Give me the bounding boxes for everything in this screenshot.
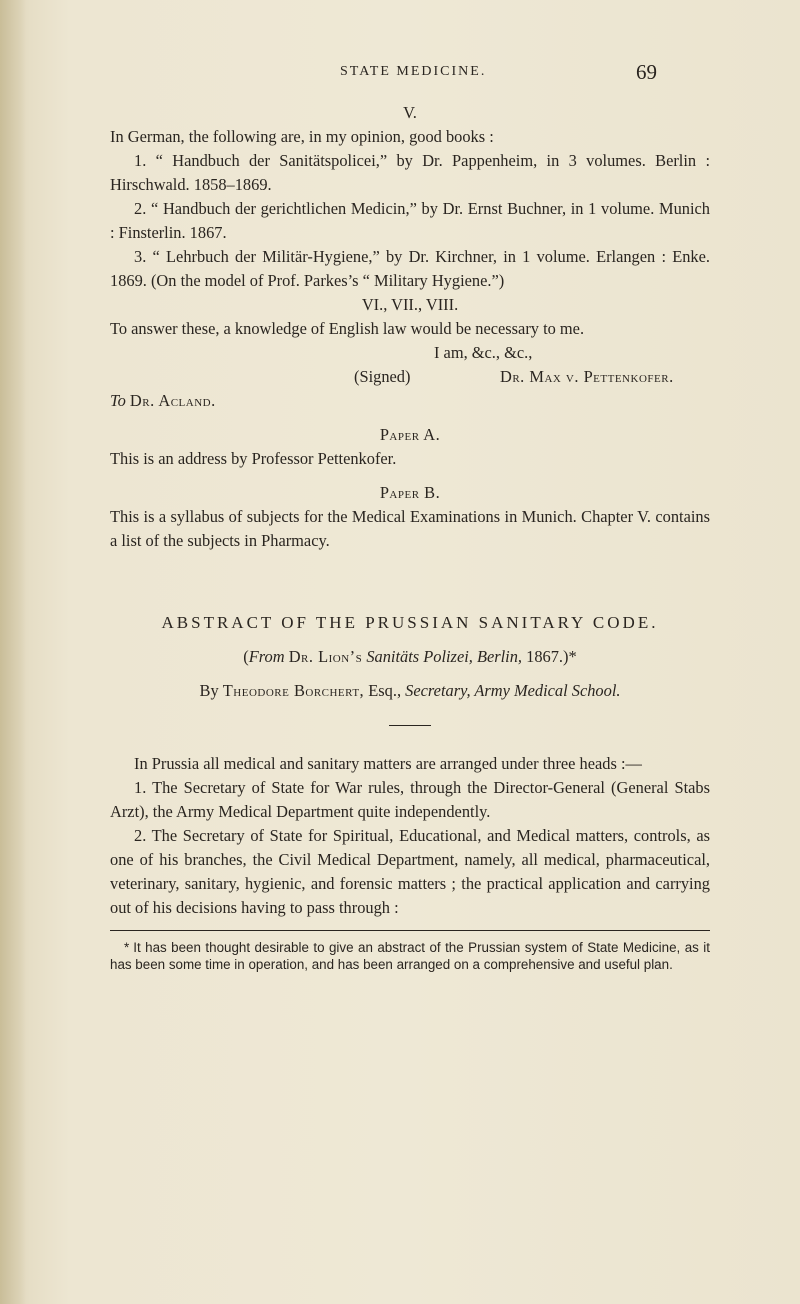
abstract-source: (From Dr. Lion’s Sanitäts Polizei, Berlin, 1867.)* — [243, 647, 577, 666]
section-divider — [389, 725, 431, 726]
byline-prefix: By — [199, 681, 219, 700]
abstract-title: ABSTRACT OF THE PRUSSIAN SANITARY CODE. — [161, 613, 659, 632]
signed-label: (Signed) — [354, 367, 411, 386]
signature-name: Dr. Max v. Pettenkofer. — [500, 367, 674, 386]
body-intro: In Prussia all medical and sanitary matters are arranged under three heads :— — [134, 754, 642, 773]
footnote-rule — [110, 930, 710, 931]
section-v-intro: In German, the following are, in my opinion, good books : — [110, 127, 494, 146]
section-vi-viii-heading: VI., VII., VIII. — [361, 295, 459, 314]
paper-b-text: This is a syllabus of subjects for the Medical Examinations in Munich. Chapter V. contains a list of the subjects in Pharmacy. — [110, 507, 710, 550]
footnote-marker: * — [124, 940, 130, 955]
paper-a-text: This is an address by Professor Pettenkofer. — [110, 449, 397, 468]
footnote — [110, 939, 710, 973]
body-item: 2. The Secretary of State for Spiritual, Educational, and Medical matters, controls, as one of his branches, the Civil Medical Department, namely, all medical, pharmaceutical, veterinary, sanitary, hygienic, and forensic matters ; the practical application and carrying out of his decisions having to pass through : — [110, 826, 710, 917]
paper-b-heading: Paper B. — [379, 483, 441, 502]
byline-esq: Esq., — [368, 681, 402, 700]
abstract-byline — [110, 679, 710, 703]
book-item: 3. “ Lehrbuch der Militär-Hygiene,” by Dr. Kirchner, in 1 volume. Erlangen : Enke. 1869. (On the model of Prof. Parkes’s “ Military Hygiene.”) — [110, 247, 710, 290]
running-title: STATE MEDICINE. — [340, 64, 487, 79]
addressee-line — [110, 389, 710, 413]
section-v-heading: V. — [403, 103, 417, 122]
addressee-name: Dr. Acland. — [129, 391, 216, 410]
body-item: 1. The Secretary of State for War rules, through the Director-General (General Stabs Arzt), the Army Medical Department quite independently. — [110, 778, 710, 821]
section-vi-viii-text: To answer these, a knowledge of English law would be necessary to me. — [110, 319, 585, 338]
page-number: 69 — [636, 60, 657, 84]
paper-a-heading: Paper A. — [379, 425, 441, 444]
source-from: From — [248, 647, 285, 666]
addressee-prefix: To — [110, 391, 126, 410]
closing-salutation: I am, &c., &c., — [434, 343, 533, 362]
byline-role: Secretary, Army Medical School. — [405, 681, 621, 700]
byline-author: Theodore Borchert, — [222, 681, 365, 700]
book-item: 2. “ Handbuch der gerichtlichen Medicin,” by Dr. Ernst Buchner, in 1 volume. Munich : Finsterlin. 1867. — [110, 199, 710, 242]
book-item: 1. “ Handbuch der Sanitätspolicei,” by Dr. Pappenheim, in 3 volumes. Berlin : Hirschwald. 1858–1869. — [110, 151, 711, 194]
page-header — [0, 62, 800, 86]
page-binding-edge — [0, 0, 26, 1304]
footnote-text: It has been thought desirable to give an abstract of the Prussian system of State Medicine, as it has been some time in operation, and has been arranged on a comprehensive and useful plan. — [110, 940, 710, 972]
page-content — [110, 101, 710, 973]
signature-line — [110, 365, 710, 389]
source-year: 1867.)* — [526, 647, 577, 666]
source-title: Sanitäts Polizei, Berlin, — [366, 647, 523, 666]
source-author: Dr. Lion’s — [288, 647, 363, 666]
